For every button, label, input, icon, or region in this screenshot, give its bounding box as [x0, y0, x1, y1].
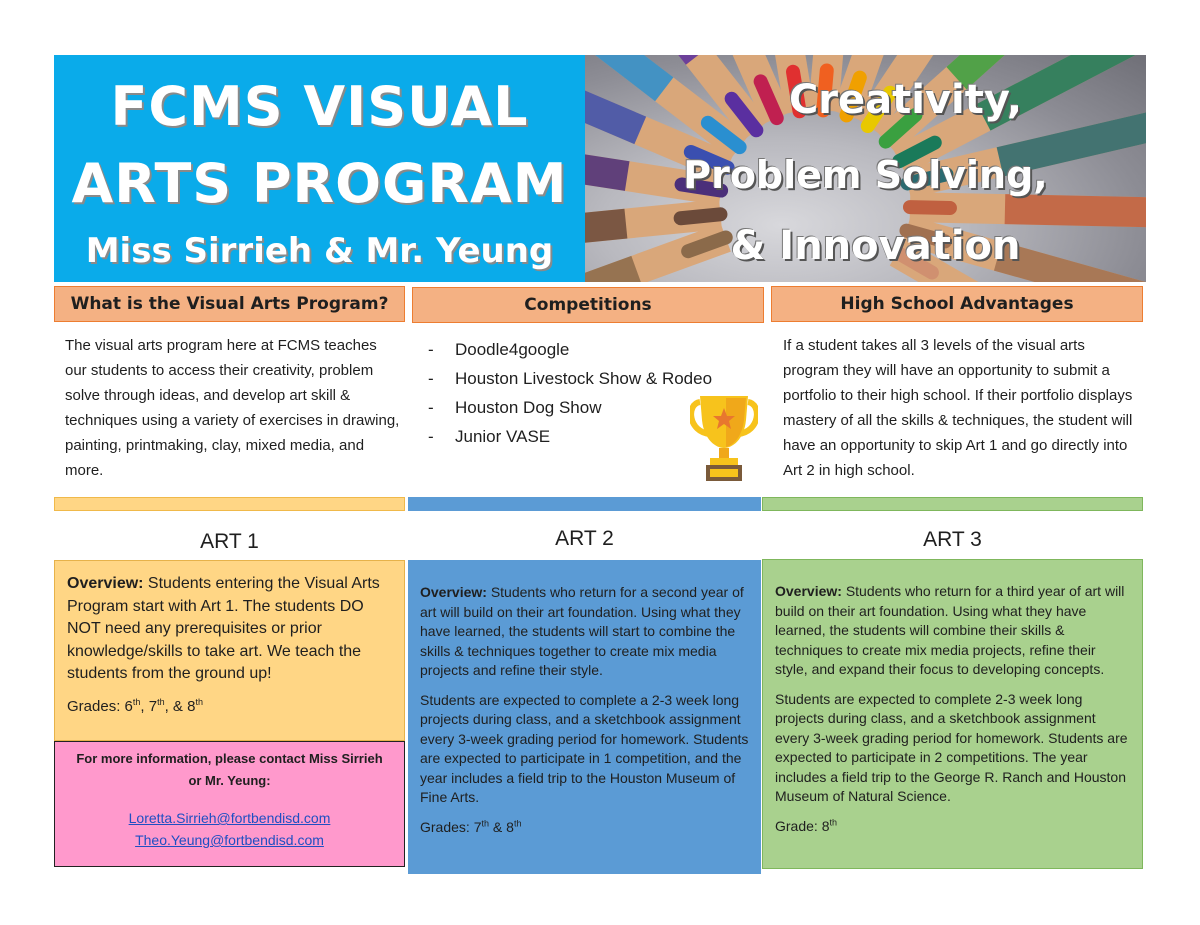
- art2-title: ART 2: [555, 527, 614, 550]
- teachers-names: Miss Sirrieh & Mr. Yeung: [85, 231, 554, 271]
- art3-title: ART 3: [923, 528, 982, 551]
- art3-color-bar: [762, 497, 1143, 511]
- art3-expectations: Students are expected to complete 2-3 week long projects during class, and a sketchbook assignment every 3-week grading period for homework. Students are expected to participate in 2 competitions. The year includes a field trip to the George R. Ranch and Houston Museum of Natural Science.: [775, 690, 1128, 804]
- competition-item: - Houston Livestock Show & Rodeo: [428, 364, 712, 393]
- competition-item: - Houston Dog Show: [428, 393, 712, 422]
- pencil-shaft: [585, 270, 636, 282]
- art3-overview: [775, 582, 1130, 680]
- competition-item: - Doodle4google: [428, 335, 712, 364]
- art2-overview-label: Overview:: [420, 584, 487, 600]
- competitions-list: [428, 335, 712, 451]
- email-link-sirrieh[interactable]: Loretta.Sirrieh@fortbendisd.com: [128, 810, 331, 826]
- art3-grades: Grade: 8th: [775, 816, 838, 834]
- pencil-tip: [910, 207, 950, 208]
- contact-box: [54, 741, 405, 867]
- advantages-heading: High School Advantages: [771, 286, 1143, 322]
- competitions-heading: Competitions: [412, 287, 764, 323]
- art3-card: [762, 559, 1143, 869]
- art3-overview-text: Students who return for a third year of art will build on their art foundation. Using what they have learned, the students will combine their skills & techniques to create mix media projects, refine their style, and expand their focus to developing concepts.: [775, 583, 1125, 677]
- about-text: The visual arts program here at FCMS teaches our students to access their creativity, problem solve through ideas, and develop art skill & techniques using a variety of exercises in drawing, painting, printmaking, clay, mixed media, and more.: [65, 337, 400, 479]
- art1-overview-label: Overview:: [67, 575, 144, 592]
- art2-grades: Grades: 7th & 8th: [420, 817, 522, 835]
- header-title-block: [54, 55, 585, 282]
- email-link-yeung[interactable]: Theo.Yeung@fortbendisd.com: [135, 832, 324, 848]
- slogan-innovation: & Innovation: [730, 223, 1021, 269]
- art1-grades: Grades: 6th, 7th, & 8th: [67, 696, 203, 715]
- slogan-problem-solving: Problem Solving,: [683, 153, 1048, 197]
- art2-color-bar: [408, 497, 761, 511]
- art1-overview-text: Students entering the Visual Arts Program start with Art 1. The students DO NOT need any prerequisites or prior knowledge/skills to take art. We teach the students from the ground up!: [67, 575, 380, 682]
- pencil-tip: [681, 214, 721, 218]
- art2-overview: [420, 583, 749, 681]
- art2-overview-text: Students who return for a second year of art will build on their art foundation. Using what they have learned, the students will start to combine the skills & techniques together to create mix media projects and refine their style.: [420, 584, 744, 678]
- program-title-line2: ARTS PROGRAM: [71, 152, 568, 215]
- competition-item: - Junior VASE: [428, 422, 712, 451]
- contact-text: For more information, please contact Miss Sirrieh or Mr. Yeung:: [76, 751, 383, 788]
- art1-title: ART 1: [200, 530, 259, 553]
- about-heading: What is the Visual Arts Program?: [54, 286, 405, 322]
- art1-overview: [67, 573, 392, 686]
- pencil-shaft: [1005, 209, 1146, 214]
- art1-color-bar: [54, 497, 405, 511]
- slogan-creativity: Creativity,: [788, 77, 1023, 123]
- advantages-text: If a student takes all 3 levels of the visual arts program they will have an opportunity to submit a portfolio to their high school. If their portfolio displays mastery of all the skills & techniques, the student will have an opportunity to skip Art 1 and go directly into Art 2 in high school.: [783, 337, 1133, 479]
- art2-expectations: Students are expected to complete a 2-3 week long projects during class, and a sketchbook assignment every 3-week grading period for homework. Students are expected to participate in 1 competition, and the year includes a field trip to the Houston Museum of Fine Arts.: [420, 691, 749, 805]
- art1-card: [54, 560, 405, 741]
- colored-pencils-image: [585, 55, 1146, 282]
- trophy-icon: [690, 392, 758, 484]
- program-title-line1: FCMS VISUAL: [110, 75, 529, 138]
- art3-overview-label: Overview:: [775, 583, 842, 599]
- art2-card: [408, 560, 761, 874]
